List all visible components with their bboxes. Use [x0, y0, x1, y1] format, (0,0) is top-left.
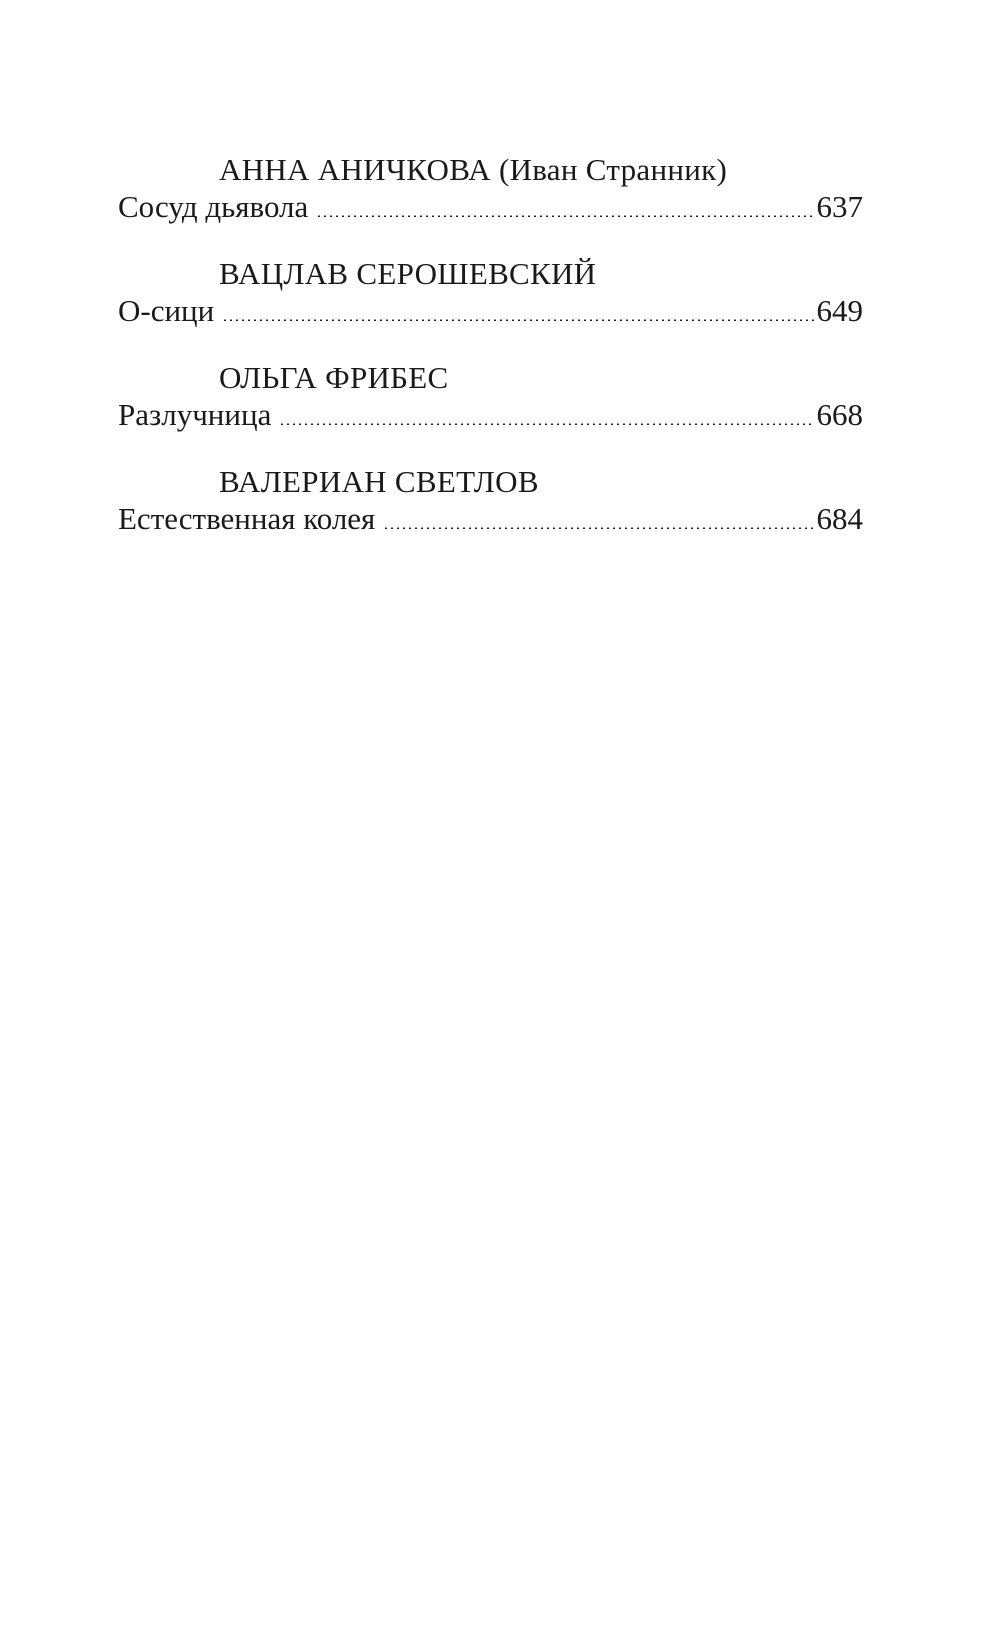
toc-section: [118, 254, 863, 358]
author-name: ОЛЬГА ФРИБЕС: [219, 360, 449, 395]
dot-leader: [279, 423, 814, 425]
entry-title: Естественная колея: [118, 501, 376, 536]
page-number: 684: [816, 501, 863, 536]
author-name: ВАЛЕРИАН СВЕТЛОВ: [219, 464, 539, 499]
author-name: АННА АНИЧКОВА (Иван Странник): [219, 152, 728, 187]
entry-title: О-сици: [118, 293, 215, 328]
author-name: ВАЦЛАВ СЕРОШЕВСКИЙ: [219, 256, 597, 291]
toc-entry[interactable]: [118, 395, 863, 435]
dot-leader: [222, 319, 814, 321]
entry-title: Разлучница: [118, 397, 272, 432]
table-of-contents: [118, 150, 863, 566]
dot-leader: [316, 215, 814, 217]
toc-section: [118, 150, 863, 254]
page-number: 668: [816, 397, 863, 432]
page-number: 637: [816, 189, 863, 224]
page-number: 649: [816, 293, 863, 328]
toc-section: [118, 358, 863, 462]
toc-section: [118, 462, 863, 566]
toc-entry[interactable]: [118, 291, 863, 331]
toc-entry[interactable]: [118, 187, 863, 227]
entry-title: Сосуд дьявола: [118, 189, 309, 224]
dot-leader: [383, 527, 814, 529]
toc-entry[interactable]: [118, 499, 863, 539]
